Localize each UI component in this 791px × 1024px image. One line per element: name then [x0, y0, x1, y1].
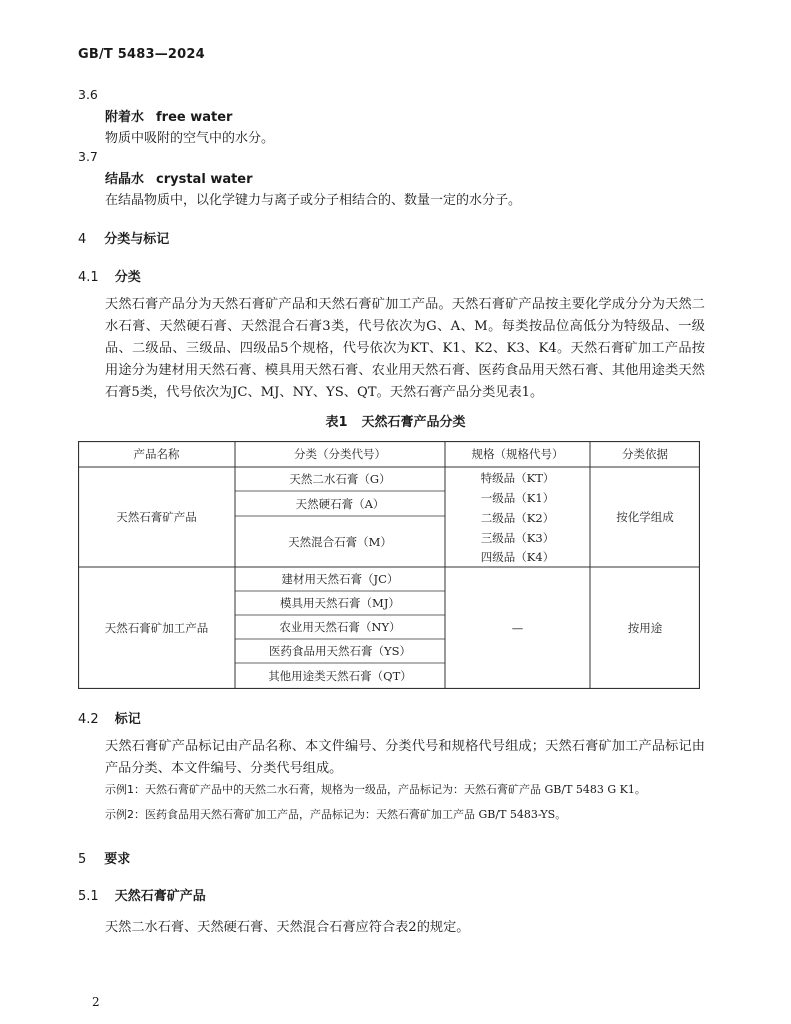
table-caption: [0, 411, 791, 430]
example-label: 示例2：: [105, 808, 145, 821]
table-header-product-name: 产品名称: [133, 447, 180, 461]
table-cell-category: 医药食品用天然石膏（YS）: [269, 644, 411, 658]
table-cell-grade: 三级品（K3）: [480, 531, 555, 545]
example-line: [105, 806, 566, 822]
table-cell-category: 农业用天然石膏（NY）: [279, 620, 401, 634]
table-cell-category: 建材用天然石膏（JC）: [281, 572, 399, 586]
table-header-category: 分类（分类代号）: [294, 447, 386, 461]
subsection-heading: [78, 266, 141, 285]
term-heading: [105, 168, 253, 187]
paragraph-text: 天然石膏矿产品标记由产品名称、本文件编号、分类代号和规格代号组成；天然石膏矿加工产品标记由产品分类、本文件编号、分类代号组成。: [105, 739, 705, 776]
term-number: 3.7: [78, 149, 98, 164]
table-cell-grade: 特级品（KT）: [480, 471, 555, 485]
table-cell-grade: 一级品（K1）: [480, 491, 555, 505]
table-cell-category: 其他用途类天然石膏（QT）: [268, 669, 412, 683]
table-cell-grade: —: [511, 621, 524, 635]
term-definition: 在结晶物质中，以化学键力与离子或分子相结合的、数量一定的水分子。: [105, 193, 522, 208]
subsection-heading: [78, 708, 141, 727]
requirement-paragraph: 天然二水石膏、天然硬石膏、天然混合石膏应符合表2的规定。: [105, 920, 470, 935]
example-label: 示例1：: [105, 783, 145, 796]
subsection-heading: [78, 885, 206, 904]
table-cell-category: 模具用天然石膏（MJ）: [280, 596, 400, 610]
paragraph-text: 天然石膏产品分为天然石膏矿产品和天然石膏矿加工产品。天然石膏矿产品按主要化学成分分为天然二水石膏、天然硬石膏、天然混合石膏3类，代号依次为G、A、M。每类按品位高低分为特级品、一级品、二级品、三级品、四级品5个规格，代号依次为KT、K1、K2、K3、K4。天然石膏矿加工产品按用途分为建材用天然石膏、模具用天然石膏、农业用天然石膏、医药食品用天然石膏、其他用途类天然石膏5类，代号依次为JC、MJ、NY、YS、QT。天然石膏产品分类见表1。: [105, 297, 705, 400]
page-number: 2: [92, 995, 100, 1009]
example-text: 天然石膏矿产品中的天然二水石膏，规格为一级品，产品标记为：天然石膏矿产品 GB/T 5483 G K1。: [145, 783, 646, 796]
term-number: 3.6: [78, 87, 98, 102]
table-caption-title: 天然石膏产品分类: [361, 415, 466, 430]
table-caption-number: 表1: [325, 415, 348, 430]
example-line: [105, 781, 646, 797]
section-title: 分类与标记: [104, 232, 170, 247]
term-definition: 物质中吸附的空气中的水分。: [105, 131, 275, 146]
subsection-title: 分类: [114, 270, 141, 285]
example-text: 医药食品用天然石膏矿加工产品，产品标记为：天然石膏矿加工产品 GB/T 5483-YS。: [145, 808, 567, 821]
table-cell-basis: 按用途: [627, 621, 663, 635]
table-cell-grade: 四级品（K4）: [480, 550, 555, 564]
table-cell-category: 天然二水石膏（G）: [289, 472, 391, 486]
classification-paragraph: [105, 294, 705, 404]
section-heading: [78, 228, 169, 247]
section-number: 5: [78, 852, 87, 867]
table-header-grade: 规格（规格代号）: [471, 447, 564, 461]
table-cell-product-name: 天然石膏矿产品: [116, 510, 197, 524]
subsection-number: 4.1: [78, 270, 99, 285]
table-cell-category: 天然混合石膏（M）: [288, 534, 392, 549]
marking-paragraph: [105, 736, 705, 780]
classification-table: [78, 441, 700, 689]
term-zh: 结晶水: [105, 172, 145, 187]
term-en: crystal water: [156, 172, 253, 187]
term-en: free water: [156, 110, 233, 125]
table-cell-product-name: 天然石膏矿加工产品: [104, 621, 209, 635]
subsection-number: 5.1: [78, 889, 99, 904]
table-cell-basis: 按化学组成: [616, 510, 674, 524]
subsection-number: 4.2: [78, 712, 99, 727]
table-header-basis: 分类依据: [622, 447, 668, 461]
section-number: 4: [78, 232, 87, 247]
term-zh: 附着水: [105, 110, 145, 125]
subsection-title: 天然石膏矿产品: [114, 889, 206, 904]
table-cell-grade: 二级品（K2）: [480, 511, 555, 525]
section-heading: [78, 848, 130, 867]
section-title: 要求: [104, 852, 131, 867]
subsection-title: 标记: [114, 712, 141, 727]
term-heading: [105, 106, 232, 125]
table-cell-category: 天然硬石膏（A）: [295, 496, 385, 511]
document-header-id: GB/T 5483—2024: [78, 47, 205, 62]
